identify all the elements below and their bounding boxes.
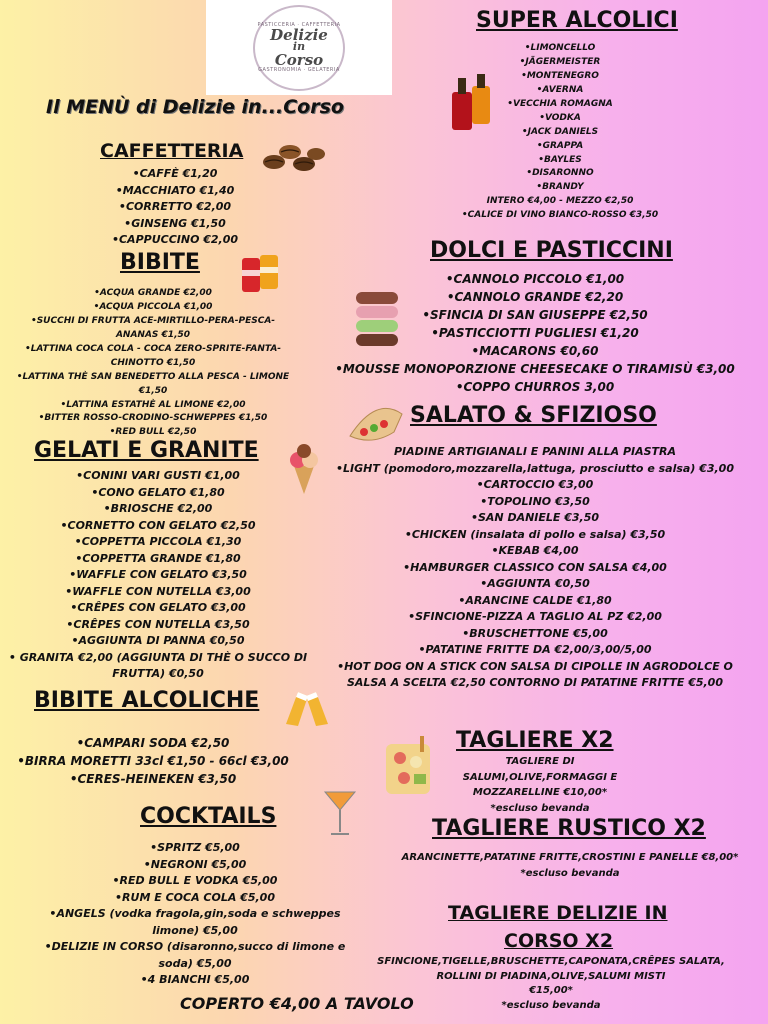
logo-badge bbox=[253, 5, 345, 91]
bibite-list bbox=[14, 287, 292, 440]
menu-item: •AVERNA bbox=[536, 84, 584, 95]
menu-headline: Il MENÙ di Delizie in...Corso bbox=[46, 96, 344, 118]
menu-item: •GINSENG €1,50 bbox=[124, 216, 226, 230]
menu-item: •WAFFLE CON NUTELLA €3,00 bbox=[65, 584, 251, 598]
gelati-title: GELATI E GRANITE bbox=[34, 438, 259, 463]
rustico-title: TAGLIERE RUSTICO X2 bbox=[432, 816, 706, 841]
menu-item: •RUM E COCA COLA €5,00 bbox=[115, 890, 275, 904]
alcoliche-title: BIBITE ALCOLICHE bbox=[34, 688, 260, 713]
menu-item: •CHICKEN (insalata di pollo e salsa) €3,50 bbox=[404, 527, 666, 541]
menu-item: •DISARONNO bbox=[526, 168, 594, 179]
menu-item: •MONTENEGRO bbox=[521, 70, 599, 81]
tagliere-list bbox=[440, 754, 640, 816]
bibite-title: BIBITE bbox=[120, 250, 200, 275]
menu-item: •VECCHIA ROMAGNA bbox=[507, 98, 613, 109]
rustico-list bbox=[400, 850, 740, 881]
tagliere-title: TAGLIERE X2 bbox=[456, 728, 614, 753]
menu-item: •CRÊPES CON NUTELLA €3,50 bbox=[66, 617, 250, 631]
platter-icon bbox=[380, 734, 440, 808]
menu-item: •KEBAB €4,00 bbox=[491, 544, 579, 557]
menu-item: SFINCIONE,TIGELLE,BRUSCHETTE,CAPONATA,CRÊPES SALATA, ROLLINI DI PIADINA,OLIVE,SALUMI MISTI bbox=[377, 956, 725, 982]
menu-item: •MOUSSE MONOPORZIONE CHEESECAKE O TIRAMISÙ €3,00 bbox=[335, 362, 735, 376]
menu-item: •MACCHIATO €1,40 bbox=[115, 183, 235, 197]
menu-item: •CERES-HEINEKEN €3,50 bbox=[69, 772, 237, 786]
menu-item: •CORNETTO CON GELATO €2,50 bbox=[60, 518, 256, 532]
menu-item: •CAPPUCCINO €2,00 bbox=[111, 233, 239, 246]
coperto-footer: COPERTO €4,00 A TAVOLO bbox=[180, 994, 414, 1013]
logo-name-3: Corso bbox=[274, 50, 324, 69]
delizie-title-line2: CORSO X2 bbox=[504, 930, 614, 952]
menu-item: €15,00* bbox=[529, 985, 573, 996]
superalcolici-list bbox=[420, 42, 700, 223]
salato-title: SALATO & SFIZIOSO bbox=[410, 403, 657, 428]
menu-item: *escluso bevanda bbox=[490, 802, 590, 814]
salato-list bbox=[328, 444, 742, 692]
logo-name-1: Delizie bbox=[270, 26, 328, 45]
menu-item: TAGLIERE DI bbox=[505, 756, 575, 767]
menu-item: •COPPETTA GRANDE €1,80 bbox=[75, 551, 241, 565]
menu-item: •COPPO CHURROS 3,00 bbox=[455, 380, 615, 394]
menu-item: •LATTINA THÈ SAN BENEDETTO ALLA PESCA - LIMONE €1,50 bbox=[16, 371, 290, 396]
menu-item: *escluso bevanda bbox=[520, 867, 620, 879]
cocktails-title: COCKTAILS bbox=[140, 804, 277, 829]
menu-item: •JACK DANIELS bbox=[521, 126, 599, 137]
caffetteria-title: CAFFETTERIA bbox=[100, 140, 244, 162]
menu-item: •RED BULL E VODKA €5,00 bbox=[112, 874, 278, 887]
menu-item: •BRIOSCHE €2,00 bbox=[103, 502, 213, 515]
delizie-title-line1: TAGLIERE DELIZIE IN bbox=[448, 902, 668, 924]
menu-item: •CALICE DI VINO BIANCO-ROSSO €3,50 bbox=[461, 210, 659, 221]
gelati-list bbox=[8, 468, 308, 683]
menu-item: •JÄGERMEISTER bbox=[519, 56, 601, 67]
menu-item: •BRANDY bbox=[536, 182, 584, 193]
logo-top-text: PASTICCERIA · CAFFETTERIA bbox=[257, 22, 341, 29]
dolci-list bbox=[330, 270, 740, 396]
menu-item: •AGGIUNTA DI PANNA €0,50 bbox=[71, 634, 245, 647]
menu-item: •BAYLES bbox=[538, 154, 582, 165]
menu-item: •GRAPPA bbox=[536, 140, 584, 151]
menu-item: ARANCINETTE,PATATINE FRITTE,CROSTINI E PANELLE €8,00* bbox=[401, 852, 739, 863]
menu-item: •BIRRA MORETTI 33cl €1,50 - 66cl €3,00 bbox=[17, 754, 289, 768]
alcoliche-list bbox=[8, 734, 298, 788]
menu-item: •CAFFÈ €1,20 bbox=[132, 167, 218, 180]
menu-item: •CRÊPES CON GELATO €3,00 bbox=[70, 601, 246, 614]
menu-item: •ARANCINE CALDE €1,80 bbox=[458, 593, 612, 607]
menu-item: •LIGHT (pomodoro,mozzarella,lattuga, prosciutto e salsa) €3,00 bbox=[336, 461, 734, 475]
menu-item: •RED BULL €2,50 bbox=[109, 427, 197, 438]
menu-item: •AGGIUNTA €0,50 bbox=[480, 577, 590, 590]
menu-item: •HOT DOG ON A STICK CON SALSA DI CIPOLLE IN AGRODOLCE O SALSA A SCELTA €2,50 CONTORNO DI PATATINE FRITTE €5,00 bbox=[337, 659, 733, 689]
cocktail-glass-icon bbox=[322, 786, 358, 838]
menu-item: •BRUSCHETTONE €5,00 bbox=[462, 626, 608, 640]
menu-item: •CANNOLO GRANDE €2,20 bbox=[446, 290, 624, 304]
menu-item: MOZZARELLINE €10,00* bbox=[472, 787, 608, 798]
caffetteria-list bbox=[60, 166, 290, 249]
menu-item: •NEGRONI €5,00 bbox=[143, 857, 247, 871]
logo bbox=[206, 0, 392, 95]
wrap-icon bbox=[346, 402, 406, 448]
menu-item: •COPPETTA PICCOLA €1,30 bbox=[74, 535, 242, 548]
logo-bottom-text: GASTRONOMIA · GELATERIA bbox=[258, 66, 340, 73]
menu-item: • GRANITA €2,00 (AGGIUNTA DI THÈ O SUCCO DI FRUTTA) €0,50 bbox=[8, 650, 308, 680]
menu-item: •LATTINA ESTATHÈ AL LIMONE €2,00 bbox=[60, 399, 246, 410]
menu-item: •PASTICCIOTTI PUGLIESI €1,20 bbox=[431, 326, 639, 340]
menu-item: •CANNOLO PICCOLO €1,00 bbox=[445, 272, 625, 286]
menu-item: •PATATINE FRITTE DA €2,00/3,00/5,00 bbox=[418, 643, 652, 656]
menu-item: SALUMI,OLIVE,FORMAGGI E bbox=[462, 771, 618, 783]
logo-name-2: in bbox=[292, 40, 306, 54]
menu-item: •LATTINA COCA COLA - COCA ZERO-SPRITE-FANTA-CHINOTTO €1,50 bbox=[24, 343, 282, 368]
menu-item: •SFINCIA DI SAN GIUSEPPE €2,50 bbox=[422, 308, 648, 322]
menu-item: •SFINCIONE-PIZZA A TAGLIO AL PZ €2,00 bbox=[408, 610, 662, 623]
menu-item: •CORRETTO €2,00 bbox=[118, 200, 232, 213]
cocktails-list bbox=[30, 840, 360, 989]
menu-item: •SUCCHI DI FRUTTA ACE-MIRTILLO-PERA-PESCA-ANANAS €1,50 bbox=[30, 315, 276, 340]
menu-item: •ACQUA PICCOLA €1,00 bbox=[93, 301, 213, 312]
menu-item: •VODKA bbox=[539, 112, 581, 123]
menu-item: INTERO €4,00 - MEZZO €2,50 bbox=[486, 196, 634, 207]
menu-item: •BITTER ROSSO-CRODINO-SCHWEPPES €1,50 bbox=[38, 413, 268, 424]
menu-item: •SAN DANIELE €3,50 bbox=[470, 511, 600, 524]
menu-item: •CAMPARI SODA €2,50 bbox=[76, 736, 230, 750]
superalcolici-title: SUPER ALCOLICI bbox=[476, 8, 678, 33]
menu-item: •DELIZIE IN CORSO (disaronno,succo di limone e soda) €5,00 bbox=[44, 940, 346, 970]
menu-item: •MACARONS €0,60 bbox=[471, 344, 599, 358]
menu-item: •ANGELS (vodka fragola,gin,soda e schweppes limone) €5,00 bbox=[49, 907, 341, 937]
dolci-title: DOLCI E PASTICCINI bbox=[430, 238, 673, 263]
menu-item: •HAMBURGER CLASSICO CON SALSA €4,00 bbox=[403, 560, 667, 574]
menu-item: •SPRITZ €5,00 bbox=[150, 841, 240, 854]
menu-item: •ACQUA GRANDE €2,00 bbox=[94, 288, 212, 298]
menu-item: •CONO GELATO €1,80 bbox=[91, 485, 225, 499]
beer-toast-icon bbox=[282, 688, 332, 728]
menu-item: •WAFFLE CON GELATO €3,50 bbox=[69, 568, 247, 581]
menu-item: •4 BIANCHI €5,00 bbox=[140, 973, 250, 986]
menu-item: •TOPOLINO €3,50 bbox=[480, 494, 590, 508]
delizie-list bbox=[362, 955, 740, 1013]
menu-item: •CARTOCCIO €3,00 bbox=[476, 478, 594, 491]
menu-item: •CONINI VARI GUSTI €1,00 bbox=[76, 469, 240, 482]
menu-item: *escluso bevanda bbox=[501, 999, 601, 1011]
menu-item: •LIMONCELLO bbox=[524, 43, 596, 53]
menu-item: PIADINE ARTIGIANALI E PANINI ALLA PIASTRA bbox=[393, 445, 677, 458]
